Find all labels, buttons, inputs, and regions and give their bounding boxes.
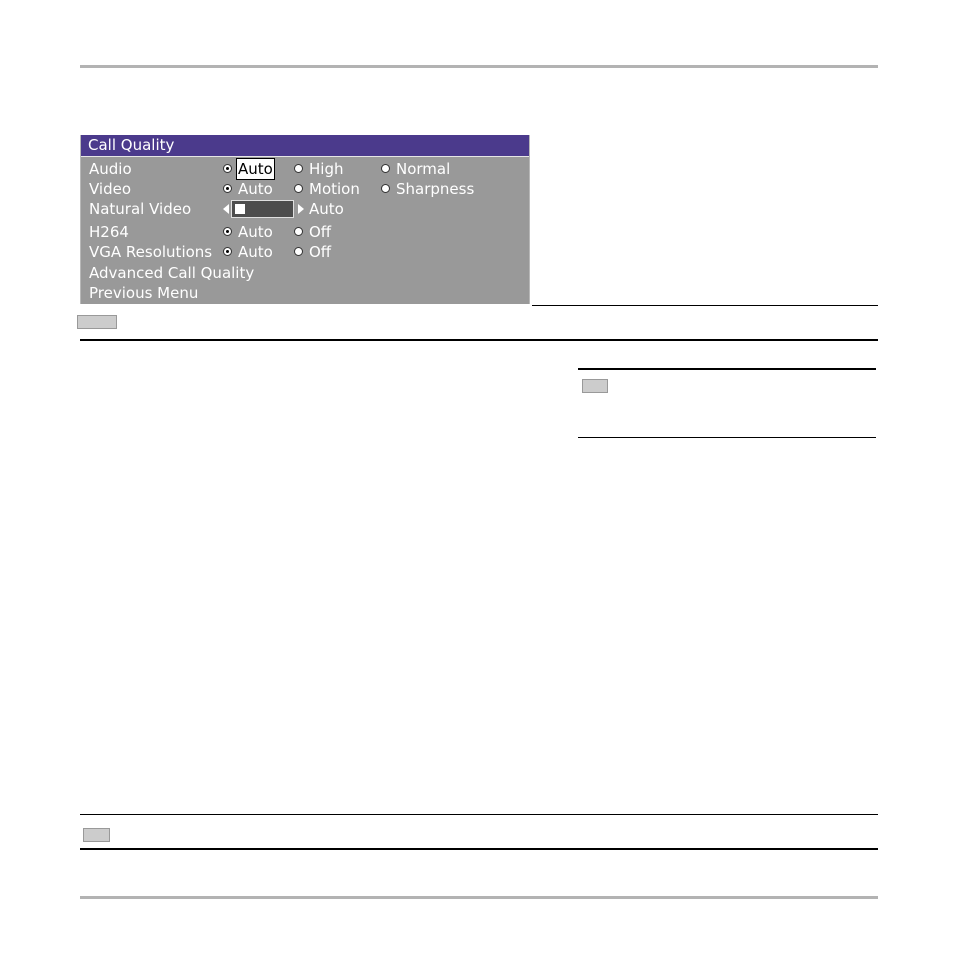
header-rule bbox=[80, 65, 878, 68]
footer-rule bbox=[80, 896, 878, 899]
footnote-bottom-rule bbox=[80, 848, 878, 850]
row-label-natural-video: Natural Video bbox=[89, 200, 192, 218]
menu-row-video[interactable] bbox=[81, 179, 529, 199]
menu-row-natural-video[interactable] bbox=[81, 199, 529, 219]
menu-row-h264[interactable] bbox=[81, 222, 529, 242]
sidebar-note-bottom-rule bbox=[578, 437, 876, 438]
menu-item-advanced-call-quality[interactable] bbox=[81, 263, 529, 283]
menu-item-previous-menu[interactable] bbox=[81, 283, 529, 303]
radio-button-icon bbox=[294, 184, 303, 193]
caption-bottom-rule bbox=[80, 339, 878, 341]
radio-button-icon bbox=[381, 184, 390, 193]
menu-row-vga-resolutions[interactable] bbox=[81, 242, 529, 262]
arrow-right-icon[interactable] bbox=[298, 204, 304, 214]
radio-button-icon bbox=[223, 247, 232, 256]
footnote-top-rule bbox=[80, 814, 878, 815]
radio-button-icon bbox=[223, 164, 232, 173]
radio-button-icon bbox=[294, 164, 303, 173]
caption-top-rule bbox=[532, 305, 878, 306]
footnote-tab bbox=[83, 828, 110, 842]
option-label: Off bbox=[309, 223, 332, 241]
radio-button-icon bbox=[223, 184, 232, 193]
menu-row-audio[interactable] bbox=[81, 159, 529, 179]
caption-tab bbox=[77, 315, 117, 329]
menu-title-divider bbox=[81, 156, 529, 157]
sidebar-note-tab bbox=[582, 379, 608, 393]
option-label: Auto bbox=[238, 160, 273, 178]
option-label: Off bbox=[309, 243, 332, 261]
radio-button-icon bbox=[294, 247, 303, 256]
radio-button-icon bbox=[294, 227, 303, 236]
radio-button-icon bbox=[381, 164, 390, 173]
option-label: Auto bbox=[238, 243, 273, 261]
call-quality-menu bbox=[80, 135, 530, 304]
radio-button-icon bbox=[223, 227, 232, 236]
row-label-h264: H264 bbox=[89, 223, 129, 241]
row-label-vga-resolutions: VGA Resolutions bbox=[89, 243, 213, 261]
slider-value: Auto bbox=[309, 200, 344, 218]
option-label: Auto bbox=[238, 180, 273, 198]
row-label-previous-menu: Previous Menu bbox=[89, 284, 199, 302]
menu-title: Call Quality bbox=[81, 135, 529, 156]
sidebar-note-top-rule bbox=[578, 368, 876, 370]
arrow-left-icon[interactable] bbox=[223, 204, 229, 214]
option-label: Auto bbox=[238, 223, 273, 241]
row-label-audio: Audio bbox=[89, 160, 132, 178]
option-label: Normal bbox=[396, 160, 451, 178]
slider-thumb[interactable] bbox=[235, 204, 245, 214]
option-label: High bbox=[309, 160, 344, 178]
row-label-video: Video bbox=[89, 180, 132, 198]
option-label: Motion bbox=[309, 180, 360, 198]
row-label-advanced-call-quality: Advanced Call Quality bbox=[89, 264, 255, 282]
option-label: Sharpness bbox=[396, 180, 475, 198]
natural-video-slider[interactable] bbox=[231, 200, 294, 218]
